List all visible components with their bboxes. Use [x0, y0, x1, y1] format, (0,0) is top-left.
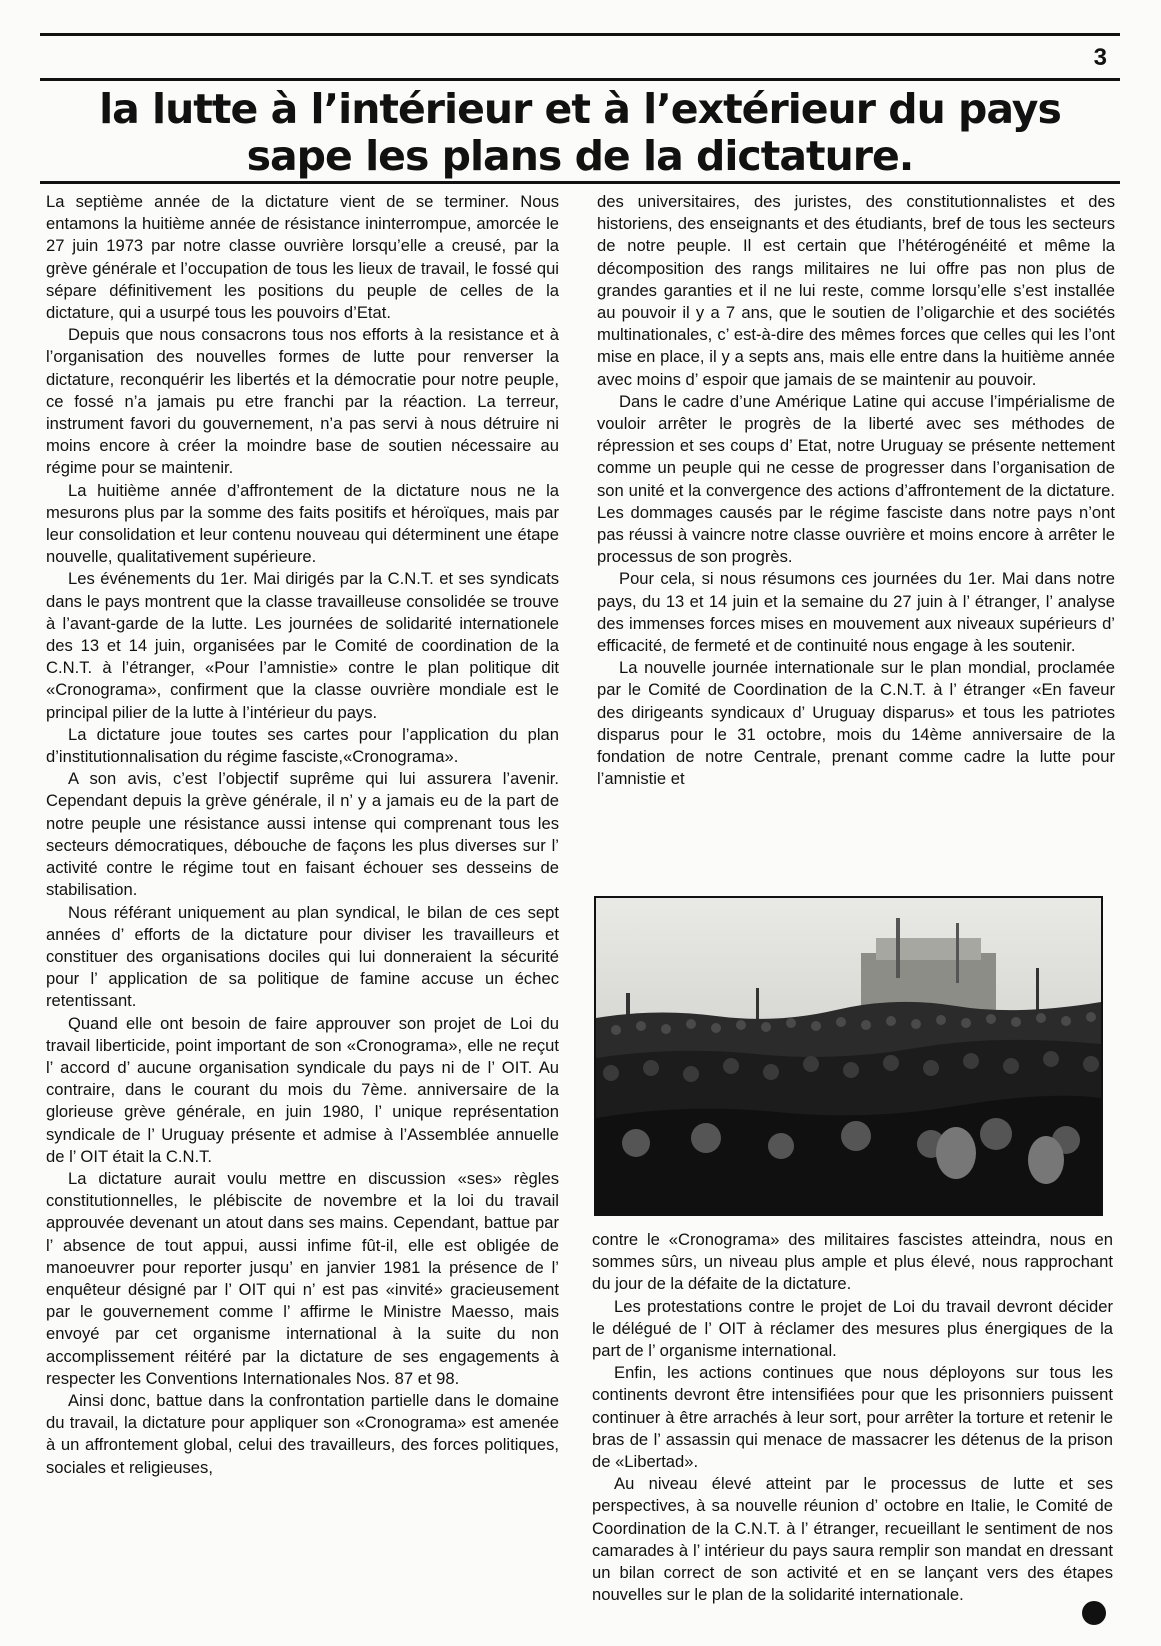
paragraph: Les événements du 1er. Mai dirigés par la C.N.T. et ses syndicats dans le pays montrent que la classe travailleuse consolidée se trouve à l’avant-garde de la lutte. Les journées de solidarité internationele des 13 et 14 juin, organisées par le Comité de coordination de la C.N.T. à l’étranger, «Pour l’amnistie» contre le plan politique dit «Cronograma», confirment que la classe ouvrière mondiale est le principal pilier de la lutte à l’intérieur du pays. [46, 569, 559, 722]
paragraph: Enfin, les actions continues que nous déployons sur tous les continents devront être intensifiées pour que les prisonniers puissent continuer à être arrachés à leur sort, pour arrêter la torture et retenir le bras de l’ assassin qui menace de massacrer les détenus de la prison de «Libertad». [592, 1363, 1113, 1472]
crowd-photo-image [596, 898, 1101, 1214]
page-number: 3 [1093, 44, 1107, 71]
paragraph: Depuis que nous consacrons tous nos efforts à la resistance et à l’organisation des nouvelles formes de lutte pour renverser la dictature, reconquérir les libertés et la démocratie pour notre peuple, ce fossé n’a jamais pu etre franchi par la réaction. La terreur, instrument favori du gouvernement, n’a pas servi à nous détruire ni moins encore à créer la moindre base de soutien nécessaire au régime pour se maintenir. [46, 325, 559, 478]
article-right-column-bottom [592, 1229, 1113, 1606]
headline-line-2: sape les plans de la dictature. [246, 132, 914, 180]
headline-line-1: la lutte à l’intérieur et à l’extérieur du pays [99, 85, 1061, 133]
paragraph: contre le «Cronograma» des militaires fascistes atteindra, nous en sommes sûrs, un niveau plus ample et plus élevé, nous rapprochant du jour de la défaite de la dictature. [592, 1230, 1113, 1294]
top-rule [40, 33, 1120, 36]
crowd-photo [594, 896, 1103, 1216]
headline-top-rule [40, 78, 1120, 81]
headline-bottom-rule [40, 181, 1120, 184]
paragraph: Dans le cadre d’une Amérique Latine qui accuse l’impérialisme de vouloir arrêter le progrès de la liberté avec ses méthodes de répression et ses coups d’ Etat, notre Uruguay se présente nettement comme un peuple qui ne cesse de progresser dans l’organisation de son unité et la convergence des actions d’affrontement de la dictature. Les dommages causés par le régime fasciste dans notre pays n’ont pas réussi à vaincre notre classe ouvrière et moins encore à arrêter le processus de son progrès. [597, 391, 1115, 567]
paragraph: des universitaires, des juristes, des constitutionnalistes et des historiens, des enseignants et des étudiants, bref de tous les secteurs de notre peuple. Il est certain que l’hétérogénéité et même la décomposition des rangs militaires ne lui offre pas non plus de grandes garanties et il ne lui reste, comme lorsqu’elle s’est installée au pouvoir il y a 7 ans, que le soutien de l’oligarchie et des sociétés multinationales, c’ est-à-dire des mêmes forces que celles qui les l’ont mise en place, il y a septs ans, mais elle entre dans la huitième année avec moins d’ espoir que jamais de se maintenir au pouvoir. [597, 192, 1115, 389]
article-right-column-top [597, 191, 1115, 790]
paragraph: La nouvelle journée internationale sur le plan mondial, proclamée par le Comité de Coordination de la C.N.T. à l’ étranger «En faveur des dirigeants syndicaux d’ Uruguay disparus» et tous les patriotes disparus pour le 31 octobre, mois du 14ème anniversaire de la fondation de notre Centrale, prenant comme cadre la lutte pour l’amnistie et [597, 658, 1115, 789]
article-left-column [46, 191, 559, 1479]
paragraph: Quand elle ont besoin de faire approuver son projet de Loi du travail liberticide, point important de son «Cronograma», elle ne reçut l’ accord d’ aucune organisation syndicale du pays ni de l’ OIT. Au contraire, dans le courant du mois du 7ème. anniversaire de la glorieuse grève générale, en juin 1980, l’ unique représentation syndicale de l’ Uruguay présente et admise à l’Assemblée annuelle de l’ OIT était la C.N.T. [46, 1013, 559, 1166]
paragraph: Nous référant uniquement au plan syndical, le bilan de ces sept années d’ efforts de la dictature pour diviser les travailleurs et constituer des organisations dociles qui lui donneraient la sécurité pour l’ application de sa politique de famine accuse un échec retentissant. [46, 902, 559, 1011]
headline [40, 86, 1120, 180]
paragraph: La huitième année d’affrontement de la dictature nous ne la mesurons plus par la somme des faits positifs et héroïques, mais par leur consolidation et leur contenu nouveau qui déterminent une étape nouvelle, qualitativement supérieure. [46, 480, 559, 567]
paragraph: Les protestations contre le projet de Loi du travail devront décider le délégué de l’ OIT à réclamer des mesures plus énergiques de la part de l’ organisme international. [592, 1296, 1113, 1361]
paragraph: La dictature aurait voulu mettre en discussion «ses» règles constitutionnelles, le plébiscite de novembre et la loi du travail approuvée devenant un atout dans ses mains. Cependant, battue par l’ absence de tout appui, aussi infime fût-il, elle est obligée de manoeuvrer pour reporter jusqu’ en janvier 1981 la présence de l’ enquêteur désigné par l’ OIT qui n’ est pas «invité» gracieusement par le gouvernement comme l’ affirme le Ministre Maesso, mais envoyé par cet organisme international à la suite du non accomplissement réitéré par la dictature de ses engagements à respecter les Conventions Internationales Nos. 87 et 98. [46, 1168, 559, 1388]
paragraph: La septième année de la dictature vient de se terminer. Nous entamons la huitième année de résistance ininterrompue, amorcée le 27 juin 1973 par notre classe ouvrière lorsqu’elle a creusé, par la grève générale et l’occupation de tous les lieux de travail, le fossé qui sépare définitivement les positions du peuple de celles de la dictature, qui a usurpé tous les pouvoirs d’Etat. [46, 192, 559, 323]
paragraph: La dictature joue toutes ses cartes pour l’application du plan d’institutionnalisation du régime fasciste,«Cronograma». [46, 724, 559, 767]
paragraph: A son avis, c’est l’objectif suprême qui lui assurera l’avenir. Cependant depuis la grève générale, il n’ y a jamais eu de la part de notre peuple une résistance aussi intense qui comprenant tous les secteurs démocratiques, débouche de façons les plus diverses sur l’ activité contre le régime tout en faisant échouer ses desseins de stabilisation. [46, 769, 559, 900]
paragraph: Ainsi donc, battue dans la confrontation partielle dans le domaine du travail, la dictature pour appliquer son «Cronograma» est amenée à un affrontement global, celui des travailleurs, des forces politiques, sociales et religieuses, [46, 1390, 559, 1477]
paragraph: Pour cela, si nous résumons ces journées du 1er. Mai dans notre pays, du 13 et 14 juin et la semaine du 27 juin à l’ étranger, l’ analyse des immenses forces mises en mouvement aux niveaux supérieurs d’ efficacité, de fermeté et de continuité nous engage à les soutenir. [597, 569, 1115, 656]
end-of-article-dot [1082, 1601, 1106, 1625]
paragraph: Au niveau élevé atteint par le processus de lutte et ses perspectives, à sa nouvelle réunion d’ octobre en Italie, le Comité de Coordination de la C.N.T. à l’ étranger, recueillant le sentiment de nos camarades à l’ intérieur du pays saura remplir son mandat en dressant un bilan correct de son activité et en se lançant vers des étapes nouvelles sur le plan de la solidarité internationale. [592, 1474, 1113, 1605]
